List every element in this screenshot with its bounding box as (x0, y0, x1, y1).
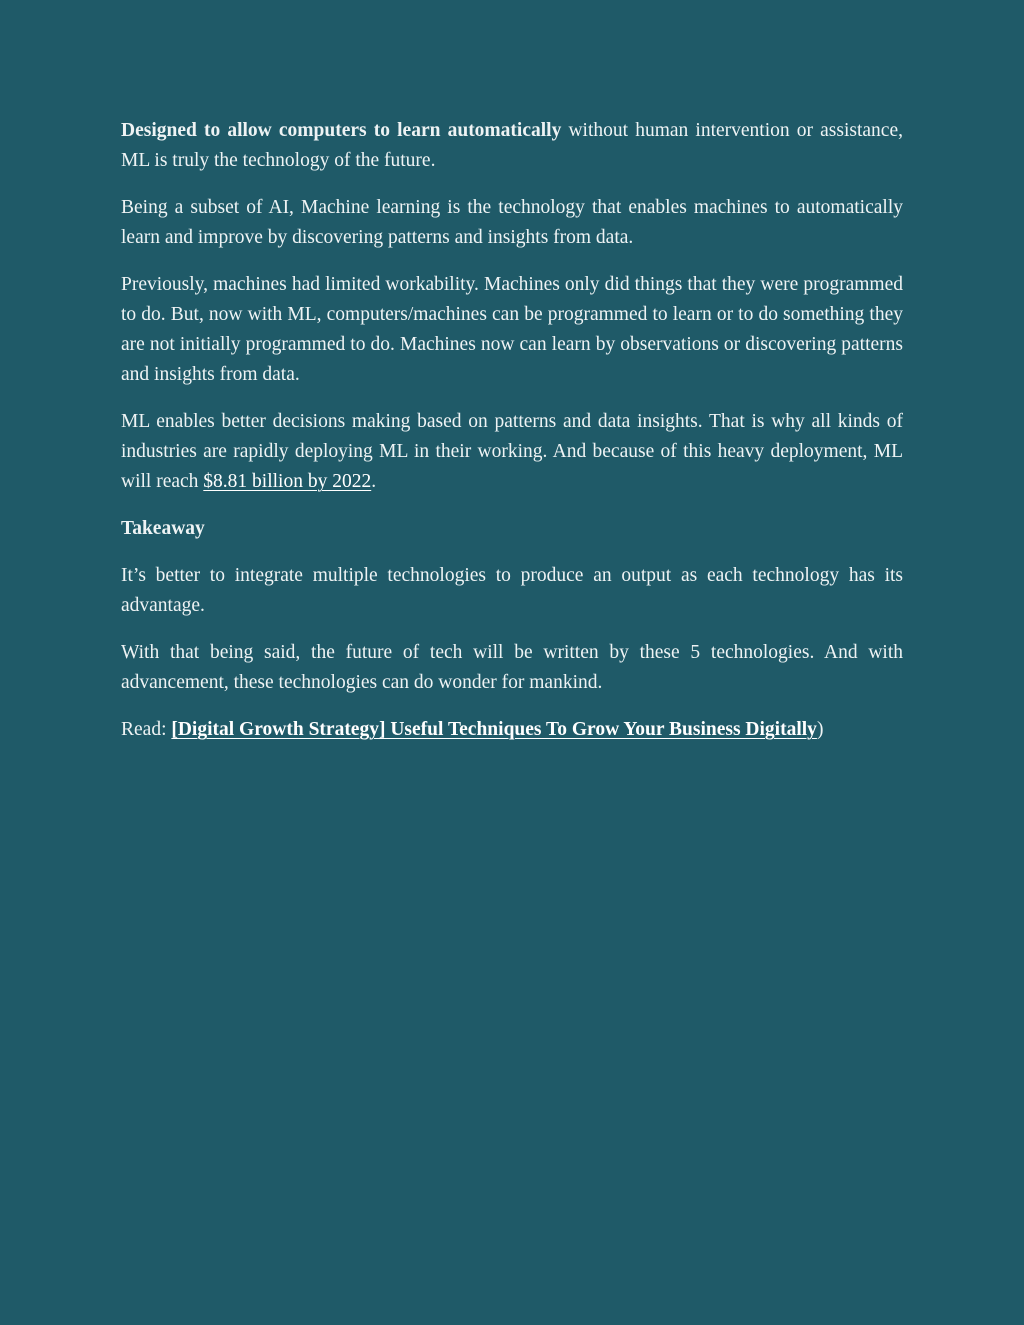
paragraph-text: without human intervention or assistance, ML is truly the technology of the future. (121, 120, 903, 171)
digital-growth-link[interactable]: [Digital Growth Strategy] Useful Techniques To Grow Your Business Digitally (171, 719, 817, 740)
bold-lead: Designed to allow computers to learn automatically (121, 120, 562, 141)
paragraph-ml-previously: Previously, machines had limited workability. Machines only did things that they were programmed to do. But, now with ML, computers/machines can be programmed to learn or to do something they are not initially programmed to do. Machines now can learn by observations or discovering patterns and insights from data. (121, 274, 903, 385)
paragraph-takeaway: It’s better to integrate multiple technologies to produce an output as each technology has its advantage. (121, 565, 903, 616)
paragraph-read-more (121, 715, 903, 745)
market-size-link[interactable]: $8.81 billion by 2022 (203, 471, 372, 492)
read-prefix: Read: (121, 719, 172, 740)
paragraph-ml-intro (121, 116, 903, 176)
paragraph-ml-subset: Being a subset of AI, Machine learning is the technology that enables machines to automatically learn and improve by discovering patterns and insights from data. (121, 197, 903, 248)
paragraph-ml-decisions (121, 407, 903, 497)
paragraph-text: ML enables better decisions making based on patterns and data insights. That is why all kinds of industries are rapidly deploying ML in their working. And because of this heavy deployment, ML will reach (121, 411, 903, 492)
section-heading-takeaway: Takeaway (121, 518, 205, 539)
read-suffix: ) (816, 719, 824, 740)
article-body (121, 116, 903, 762)
paragraph-end: . (371, 471, 377, 492)
paragraph-future: With that being said, the future of tech will be written by these 5 technologies. And with advancement, these technologies can do wonder for mankind. (121, 642, 903, 693)
